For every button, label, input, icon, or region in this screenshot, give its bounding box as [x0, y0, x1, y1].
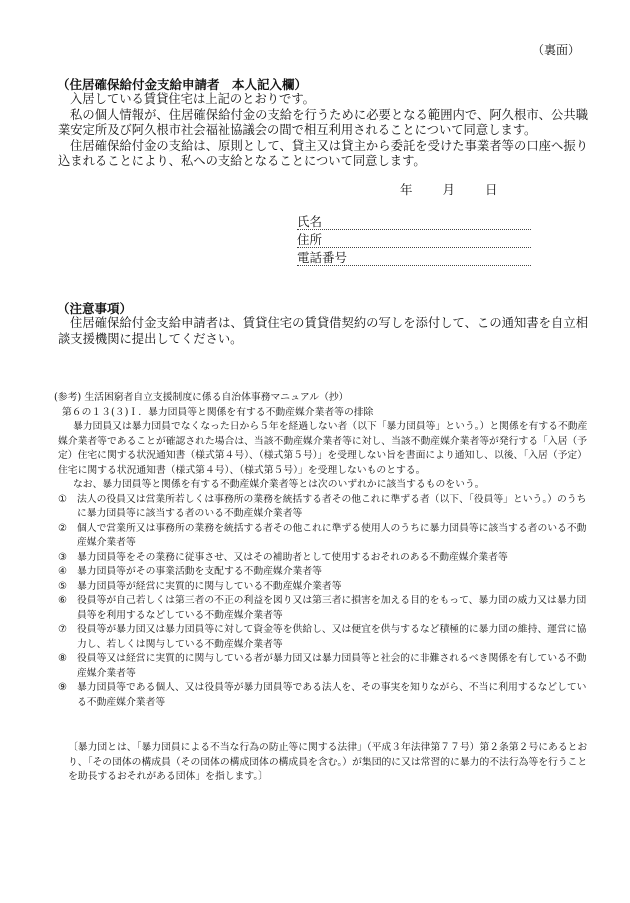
consent-paragraph-3 [58, 139, 588, 170]
item-text: 役員等又は経営に実質的に関与している者が暴力団又は暴力団員等と社会的に非難されるべき関係を有している不動産媒介業者等 [77, 653, 587, 679]
consent-paragraph-2 [58, 108, 588, 139]
reference-body-2: なお、暴力団員等と関係を有する不動産媒介業者等とは次のいずれかに該当するものをいう。 [73, 479, 485, 490]
list-item [58, 580, 590, 595]
notes-body: 住居確保給付金支給申請者は、賃貸住宅の賃貸借契約の写しを添付して、この通知書を自立相談支援機関に提出してください。 [58, 316, 588, 346]
list-item [58, 652, 590, 681]
date-year: 年 [400, 182, 413, 197]
consent-p3-text: 住居確保給付金の支給は、原則として、貸主又は貸主から委託を受けた事業者等の口座へ振り込まれることにより、私への支給となることについて同意します。 [58, 138, 588, 169]
consent-p1-text: 入居している賃貸住宅は上記のとおりです。 [70, 92, 315, 106]
list-item [58, 551, 590, 566]
item-text: 暴力団員等がその事業活動を支配する不動産媒介業者等 [77, 566, 322, 577]
reference-item-list [58, 493, 590, 711]
consent-paragraph-1 [58, 92, 588, 108]
applicant-section-heading: （住居確保給付金支給申請者 本人記入欄） [57, 77, 308, 92]
date-month: 月 [442, 182, 456, 197]
item-number: ⑦ [58, 624, 67, 635]
reference-body-1: 暴力団員又は暴力団員でなくなった日から５年を経過しない者（以下「暴力団員等」という。）と関係を有する不動産媒介業者等であることが確認された場合は、当該不動産媒介業者等に対し、当該不動産媒介業者等が発行する「入居（予定）住宅に関する状況通知書（様式第４号）、（様式第５号）」を受理しない旨を書面により通知し、以後、「入居（予定）住宅に関する状況通知書（様式第４号）、（様式第５号）」を受理しないものとする。 [58, 421, 588, 476]
consent-p2-text: 私の個人情報が、住居確保給付金の支給を行うために必要となる範囲内で、阿久根市、公共職業安定所及び阿久根市社会福祉協議会の間で相互利用されることについて同意します。 [58, 107, 588, 138]
item-number: ① [58, 493, 67, 505]
list-item [58, 623, 590, 652]
list-item [58, 594, 590, 623]
item-number: ② [58, 522, 67, 534]
phone-field[interactable] [297, 248, 531, 266]
item-text: 役員等が自己若しくは第三者の不正の利益を図り又は第三者に損害を加える目的をもって、暴力団の威力又は暴力団員等を利用するなどしている不動産媒介業者等 [77, 595, 587, 621]
item-text: 役員等が暴力団又は暴力団員等に対して資金等を供給し、又は便宜を供与するなど積極的に暴力団の維持、運営に協力し、若しくは関与している不動産媒介業者等 [77, 624, 587, 650]
item-text: 暴力団員等をその業務に従事させ、又はその補助者として使用するおそれのある不動産媒介業者等 [77, 551, 508, 563]
reference-section: 第６の１３(３)Ｉ．暴力団員等と関係を有する不動産媒介業者等の排除 [62, 406, 374, 418]
list-item [58, 522, 590, 551]
notes-heading: （注意事項） [57, 301, 133, 316]
name-field[interactable] [297, 212, 531, 230]
name-label: 氏名 [297, 214, 323, 229]
page-side-label: （裏面） [531, 43, 580, 57]
applicant-consent-text [58, 92, 588, 170]
notes-text [58, 316, 588, 347]
item-number: ⑨ [58, 682, 67, 693]
item-text: 法人の役員又は営業所若しくは事務所の業務を統括する者その他これに準ずる者（以下、「役員等」という。）のうちに暴力団員等に該当する者のいる不動産媒介業者等 [77, 493, 587, 519]
list-item [58, 493, 590, 522]
reference-title: (参考) 生活困窮者自立支援制度に係る自治体事務マニュアル（抄） [54, 392, 349, 403]
item-text: 暴力団員等である個人、又は役員等が暴力団員等である法人を、その事実を知りながら、不当に利用するなどしている不動産媒介業者等 [77, 682, 587, 708]
address-label: 住所 [297, 232, 323, 247]
list-item [58, 565, 590, 580]
item-number: ⑥ [58, 595, 67, 606]
reference-footnote: 〔暴力団とは、「暴力団員による不当な行為の防止等に関する法律」（平成３年法律第７７号）第２条第２号にあるとおり、「その団体の構成員（その団体の構成団体の構成員を含む。）が集団的に又は常習的に暴力的不法行為等を行うことを助長するおそれがある団体」を指します。〕 [68, 742, 588, 782]
address-field[interactable] [297, 230, 531, 248]
reference-block [54, 391, 590, 710]
item-number: ⑤ [58, 580, 67, 592]
list-item [58, 681, 590, 710]
date-line [400, 180, 524, 198]
item-number: ④ [58, 566, 67, 577]
item-text: 暴力団員等が経営に実質的に関与している不動産媒介業者等 [77, 580, 342, 592]
item-text: 個人で営業所又は事務所の業務を統括する者その他これに準ずる使用人のうちに暴力団員等に該当する者のいる不動産媒介業者等 [77, 522, 587, 548]
item-number: ③ [58, 551, 67, 563]
item-number: ⑧ [58, 653, 67, 664]
phone-label: 電話番号 [297, 250, 348, 265]
date-day: 日 [485, 182, 498, 197]
